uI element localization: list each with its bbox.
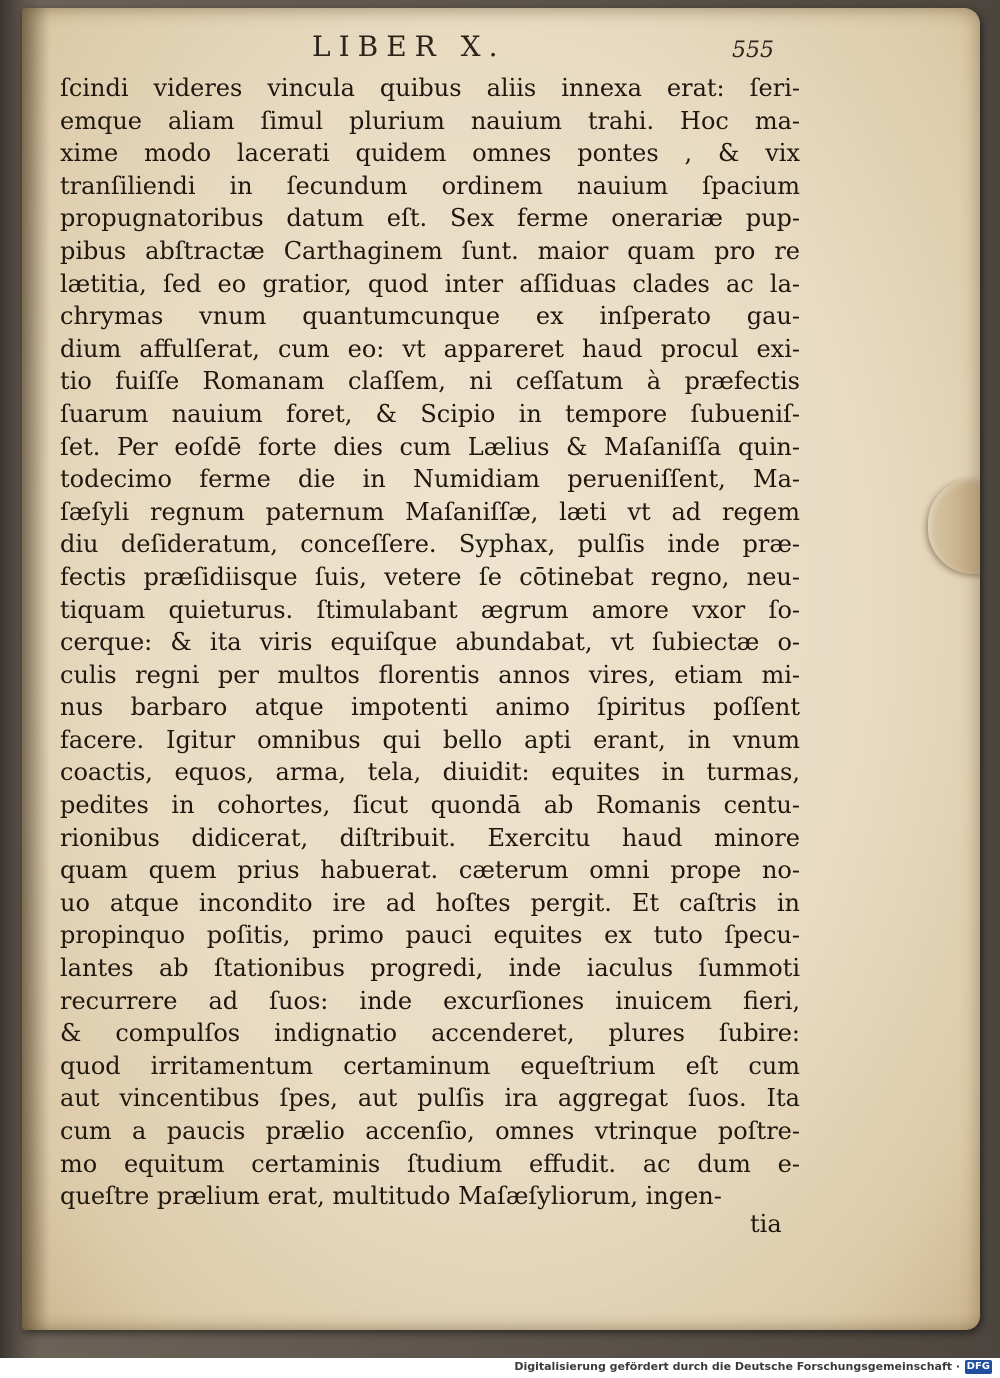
text-line: facere. Igitur omnibus qui bello apti erant, in vnum	[60, 725, 800, 754]
text-line: ſcindi videres vincula quibus aliis innexa erat: ſeri-	[60, 74, 800, 102]
text-line: tranſiliendi in ſecundum ordinem nauium ſpacium	[60, 171, 800, 200]
body-text	[60, 72, 800, 1213]
page-number: 555	[732, 38, 774, 63]
funding-credit: Digitalisierung gefördert durch die Deutsche Forschungsgemeinschaft ·	[514, 1360, 960, 1373]
footer-bar	[0, 1358, 1000, 1378]
text-line: coactis, equos, arma, tela, diuidit: equites in turmas,	[60, 758, 800, 787]
text-line: recurrere ad ſuos: inde excurſiones inuicem fieri,	[60, 986, 800, 1015]
text-line: tio fuiſſe Romanam claſſem, ni ceſſatum à præfectis	[60, 367, 800, 396]
text-line: xime modo lacerati quidem omnes pontes , & vix	[60, 139, 800, 168]
text-line: ſæſyli regnum paternum Maſaniſſæ, læti vt ad regem	[60, 497, 800, 526]
text-line: & compulſos indignatio accenderet, plures ſubire:	[60, 1019, 800, 1048]
text-line: queſtre prælium erat, multitudo Maſæſyliorum, ingen-	[60, 1182, 722, 1211]
text-line: mo equitum certaminis ſtudium effudit. ac dum e-	[60, 1149, 800, 1178]
book-page	[22, 8, 980, 1330]
text-line: chrymas vnum quantumcunque ex inſperato gau-	[60, 302, 800, 331]
text-line: quod irritamentum certaminum equeſtrium eſt cum	[60, 1051, 800, 1080]
text-line: lantes ab ſtationibus progredi, inde iaculus ſummoti	[60, 954, 800, 983]
text-line: uo atque incondito ire ad hoſtes pergit. Et caſtris in	[60, 888, 800, 917]
text-line: ſet. Per eoſdē forte dies cum Lælius & Maſaniſſa quin-	[60, 432, 800, 461]
running-head: LIBER X.	[312, 30, 506, 63]
text-line: emque aliam ſimul plurium nauium trahi. Hoc ma-	[60, 106, 800, 135]
text-line: pedites in cohortes, ſicut quondā ab Romanis centu-	[60, 791, 800, 820]
text-line: tiquam quieturus. ſtimulabant ægrum amore vxor ſo-	[60, 595, 800, 624]
page-header	[22, 28, 980, 72]
text-line: diu deſideratum, conceſſere. Syphax, pulſis inde præ-	[60, 530, 800, 559]
text-line: aut vincentibus ſpes, aut pulſis ira aggregat ſuos. Ita	[60, 1084, 800, 1113]
text-line: lætitia, ſed eo gratior, quod inter aſſiduas clades ac la-	[60, 269, 800, 298]
text-line: propinquo poſitis, primo pauci equites ex tuto ſpecu-	[60, 921, 800, 950]
text-line: rionibus didicerat, diſtribuit. Exercitu haud minore	[60, 823, 800, 852]
text-line: pibus abſtractæ Carthaginem ſunt. maior quam pro re	[60, 236, 800, 265]
text-line: fectis præſidiisque ſuis, vetere ſe cōtinebat regno, neu-	[60, 562, 800, 591]
text-line: nus barbaro atque impotenti animo ſpiritus poſſent	[60, 693, 800, 722]
text-line: quam quem prius habuerat. cæterum omni prope no-	[60, 856, 800, 885]
text-line: cerque: & ita viris equiſque abundabat, vt ſubiectæ o-	[60, 628, 800, 657]
text-line: dium affulſerat, cum eo: vt appareret haud procul exi-	[60, 334, 800, 363]
text-line: ſuarum nauium foret, & Scipio in tempore ſubueniſ-	[60, 399, 800, 428]
dfg-logo: DFG	[966, 1361, 990, 1372]
clasp-strap	[928, 478, 980, 574]
text-line: propugnatoribus datum eſt. Sex ferme onerariæ pup-	[60, 204, 800, 233]
text-line: culis regni per multos florentis annos vires, etiam mi-	[60, 660, 800, 689]
text-line: cum a paucis prælio accenſio, omnes vtrinque poſtre-	[60, 1117, 800, 1145]
gutter-shadow	[22, 8, 50, 1330]
catchword: tia	[750, 1210, 782, 1238]
text-line: todecimo ferme die in Numidiam perueniſſent, Ma-	[60, 465, 800, 494]
